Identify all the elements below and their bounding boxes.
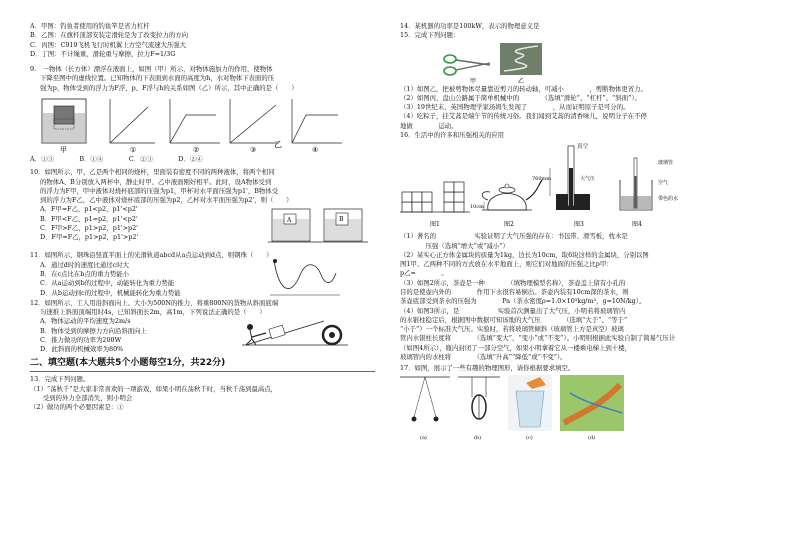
q16-item: 目的是使壶内外的 作用下水很容易倒出。茶壶内装有10cm深的茶水，则 xyxy=(400,287,629,296)
figure-2-teapot xyxy=(470,180,542,228)
label-2: ② xyxy=(193,145,200,154)
option-c: C．丙图：C919飞机飞行时机翼上方空气流速大压强大 xyxy=(30,40,187,49)
q13-line: （1）“荡秋千”是大家非常喜欢的一项游戏，如果小明在荡秋千时，当秋千荡到最高点， xyxy=(30,384,278,393)
q10-option-c: C．F甲>F乙，p1>p2，p1'>p2' xyxy=(40,223,138,232)
q16-item: （2）某实心正方体金属块的质量为1kg，边长为10cm，取6块这样的金属块，分别以图 xyxy=(400,250,649,259)
label-jia: 甲 xyxy=(60,145,67,154)
question-16: 16．生活中的许多和压强相关的应用 xyxy=(400,130,504,139)
q11-line: 11．如图所示，钢珠沿竖直平面上的光滑轨道abcd从a点运动到d点，则钢珠（ ） xyxy=(30,251,273,260)
left-column xyxy=(30,22,375,412)
label-fig4: 图4 xyxy=(632,221,642,229)
figure-3-torricelli xyxy=(532,142,595,228)
label-b: (b) xyxy=(474,435,482,442)
beaker-figure xyxy=(42,99,86,154)
q10-figure xyxy=(268,205,368,245)
question-17: 17．如图，展示了一些有趣的物理图形，请你根据要求填空。 xyxy=(400,364,575,373)
question-11 xyxy=(30,251,375,297)
question-9 xyxy=(30,65,375,164)
question-10 xyxy=(30,168,375,245)
label-yi: 乙 xyxy=(518,77,525,85)
q16-item: （1）著名的 实验证明了大气压强的存在：书包带、滑雪板，枕木是 xyxy=(400,232,628,241)
q10-option-b: B．F甲<F乙，p1=p2，p1'<p2' xyxy=(40,214,138,223)
q17-figure xyxy=(400,373,770,443)
label-760mm: 760mm xyxy=(532,176,552,183)
figure-a-pendulum xyxy=(400,377,450,441)
q11-option-a: A．通过d时的速度比通过c时大 xyxy=(40,260,129,269)
q13-line: 受到的外力全部消失，则小明会 xyxy=(30,393,133,402)
q12-option-c: C．推力做功的功率为200W xyxy=(40,335,122,344)
q10-option-a: A．F甲=F乙，p1<p2，p1'<p2' xyxy=(40,205,138,214)
label-air: 空气 xyxy=(658,180,669,187)
q11-track-figure xyxy=(270,255,340,299)
q12-option-b: B．物体受到的摩擦力方向沿斜面向上 xyxy=(40,326,147,335)
label-colored-water: 带色的水 xyxy=(658,196,679,203)
q13-line: （2）做功的两个必要因素是：① xyxy=(30,403,124,412)
question-15: 15．完成下列问题： xyxy=(400,31,460,40)
figure-c-cup-photo xyxy=(508,375,552,441)
option-d: D．丁图：不计绳重、滑轮重与摩擦，拉力F=1/3G xyxy=(30,49,176,58)
figure-4-barometer xyxy=(620,158,678,228)
label-yi: 乙 xyxy=(274,139,282,149)
q16-item: 茶壶底部受到茶水的压强为 Pa（茶水密度ρ=1.0×10³kg/m³，g=10N/kg）。 xyxy=(400,297,646,306)
q9-options: A．①③ B．①④ C．②③ D．②④ xyxy=(30,154,203,163)
q15-item: （1）如图乙，把被剪物体尽量靠近剪刀的转动轴，可减小 ，剪断物体更省力。 xyxy=(400,84,647,93)
option-b: B．乙图：在旗杆顶部安装定滑轮是为了改变拉力的方向 xyxy=(30,31,189,40)
section-2-title: 二、填空题(本大题共5个小题每空1分，共22分) xyxy=(30,358,226,369)
label-10cm: 10cm xyxy=(470,204,484,211)
q11-option-b: B．在c点比在b点的重力势能小 xyxy=(40,269,130,278)
label-fig3: 图3 xyxy=(574,221,584,229)
q16-items xyxy=(400,232,770,362)
question-13 xyxy=(30,375,375,412)
q12-option-d: D．此斜面的机械效率为80% xyxy=(40,345,124,354)
label-4: ④ xyxy=(312,145,319,154)
q15-item: （3）19世纪末，英国物理学家汤姆生发现了 ，从而证明原子是可分的。 xyxy=(400,103,630,112)
q16-item: （如图4所示），瓶内封闭了一部分空气，如果小明拿着它从一楼乘电梯上到十楼， xyxy=(400,343,631,352)
q10-line: 10．如图所示，甲、乙是两个相同的烧杯，里面装有密度不同的两种液体，将两个相同 xyxy=(30,168,275,177)
q9-figure xyxy=(30,93,360,155)
graph-2 xyxy=(170,99,220,143)
label-d: (d) xyxy=(588,435,596,442)
label-a: (a) xyxy=(420,435,427,442)
q12-line: 匀速推上斜面顶端用时4s，已知斜面长2m，高1m，下列说法正确的是（ ） xyxy=(40,307,266,316)
graph-3 xyxy=(230,99,278,143)
q16-item: 管内水银柱长度将 （选填“变大”、“变小”或“不变”）。小明则根据此实验自制了简易气压计 xyxy=(400,334,676,343)
figure-d-photo xyxy=(560,375,624,441)
scissors-figure xyxy=(444,55,490,85)
q15-item: 地做 运动。 xyxy=(400,121,458,130)
q9-line: 下降至图中的虚线位置。已知物体的下表面到水面的高度为h，水对物体下表面的压 xyxy=(40,74,275,83)
q12-incline-figure xyxy=(240,303,350,349)
q16-item: 压强（选填“增大”或“减小”） xyxy=(400,241,509,250)
q15-item: （2）如图丙，盘山公路属于简单机械中的 （选填“滑轮”、“杠杆”、“斜面”）。 xyxy=(400,93,641,102)
label-3: ③ xyxy=(250,145,257,154)
q11-option-c: C．从a运动到b的过程中，动能转化为重力势能 xyxy=(40,279,175,288)
q16-item: 的水银柱稳定后，根据图中数据可知该地的大气压 （选填“大于”、“等于” xyxy=(400,315,628,324)
right-column xyxy=(400,22,770,443)
svg-text:B: B xyxy=(339,216,344,224)
figure-1-blocks xyxy=(400,182,470,228)
graph-1 xyxy=(110,99,155,143)
graph-4 xyxy=(292,99,342,143)
q10-line: 的浮力为F甲，甲中液体对烧杯底部的压强为p1，甲杯对水平面压强为p1'，B物体受 xyxy=(40,186,279,195)
mountain-road-photo xyxy=(500,43,542,85)
q13-line: 13．完成下列问题。 xyxy=(30,375,90,384)
question-12 xyxy=(30,299,375,352)
q8-options xyxy=(30,22,375,59)
figure-b-wheel xyxy=(458,377,500,441)
q15-item: （4）吃粽子，挂艾蒿是端午节的传统习俗。我们闻到艾蒿的清香味儿，说明分子在不停 xyxy=(400,112,647,121)
q12-line: 12．如图所示，工人用沿斜面向上、大小为500N的推力，将重800N的货物从斜面底端 xyxy=(30,298,279,307)
q16-item: （4）如图3所示，是 实验首次测量出了大气压，小明若将玻璃管内 xyxy=(400,306,626,315)
q15-figure xyxy=(400,41,770,85)
q9-line: 9. 一物体（长方体）漂浮在液面上，如图（甲）所示，对物体施加力的作用，使物体 xyxy=(30,65,273,74)
label-glass-tube: 玻璃管 xyxy=(658,160,674,167)
q10-line: 的物体A、B分别放入两杯中，静止时甲、乙中液面刚好相平。此时，设A物体受到 xyxy=(40,177,272,186)
label-1: ① xyxy=(130,145,137,154)
label-atm: 大气压 xyxy=(580,176,596,183)
label-jia: 甲 xyxy=(470,77,477,85)
q16-item: 图1甲、乙两种不同的方式放在水平地面上，则它们对地面的压强之比p甲： xyxy=(400,260,613,269)
q16-item: p乙= 。 xyxy=(400,269,448,278)
q11-option-d: D．从b运动到c的过程中，机械能转化为重力势能 xyxy=(40,288,181,297)
label-fig1: 图1 xyxy=(430,221,440,229)
q10-line: 到的浮力为F乙，乙中液体对烧杯底部的压强为p2，乙杯对水平面压强为p2'，则（ ） xyxy=(40,196,293,205)
label-c: (c) xyxy=(526,435,533,442)
label-fig2: 图2 xyxy=(504,221,514,229)
q10-option-d: D．F甲=F乙，p1>p2，p1'>p2' xyxy=(40,233,139,242)
q15-items xyxy=(400,85,770,131)
label-vacuum: 真空 xyxy=(577,144,589,151)
option-a: A．甲图：钓鱼者使用的钓鱼竿是省力杠杆 xyxy=(30,22,150,30)
q9-line: 强为p，物体受到的浮力为F浮，p、F浮与h的关系如图（乙）所示，其中正确的是（ ） xyxy=(40,83,298,92)
question-14: 14．某机器的功率是100kW，表示的物理意义是 xyxy=(400,22,540,30)
q16-figure xyxy=(400,140,770,232)
q16-item: 玻璃管内的水柱将 （选填“升高”“降低”或“不变”）。 xyxy=(400,352,567,361)
q16-item: “小于”）一个标准大气压。实验时，若将玻璃管倾斜（玻璃管上方是真空）玻璃 xyxy=(400,325,624,334)
svg-text:A: A xyxy=(287,217,292,225)
q12-option-a: A．物体运动的平均速度为2m/s xyxy=(40,317,131,326)
q16-item: （3）如图2所示，茶壶是一种 （填物理模型名称），茶壶盖上留有小孔的 xyxy=(400,278,626,287)
